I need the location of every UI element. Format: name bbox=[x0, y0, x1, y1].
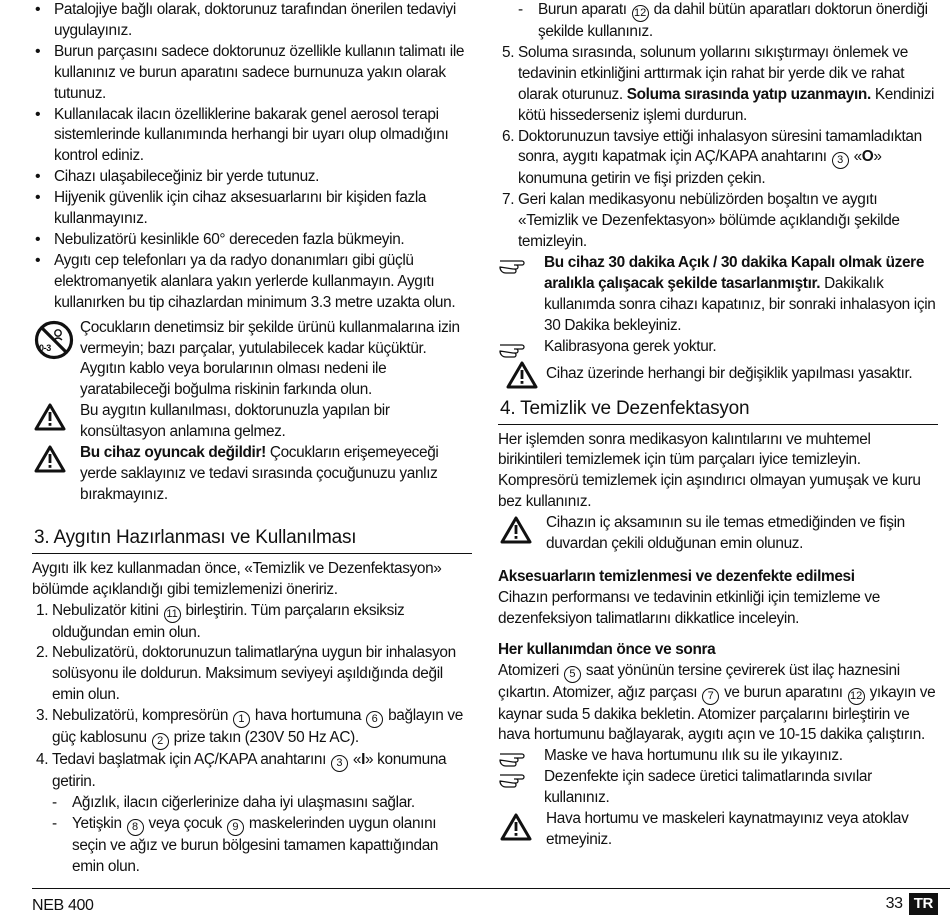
list-item: - Ağızlık, ilacın ciğerlerinize daha iyi ulaşmasını sağlar. bbox=[32, 793, 472, 814]
step-5: 5. Soluma sırasında, solunum yollarını sıkıştırmayı önlemek ve tedavinin etkinliğini arttırmak için rahat bir yerde dik ve rahat olarak oturunuz. Soluma sırasında yatıp uzanmayın. Kendinizi kötü hissederseniz işlemi durdurun. bbox=[502, 43, 935, 124]
warning-triangle-icon bbox=[506, 361, 538, 396]
step-7: 7. Geri kalan medikasyonu nebülizörden boşaltın ve aygıtı «Temizlik ve Dezenfektasyon» bölümde açıklandığı şekilde temizleyin. bbox=[502, 191, 900, 251]
wash-note: Maske ve hava hortumunu ılık su ile yıkayınız. bbox=[498, 746, 938, 767]
section-3-intro: Aygıtı ilk kez kullanmadan önce, «Temizlik ve Dezenfektasyon» bölümde açıklandığı gibi temizlemenizi öneririz. bbox=[32, 559, 442, 598]
list-item: - Yetişkin 8 veya çocuk 9 maskelerinden uygun olanını seçin ve ağız ve burun bölgesini tamamen kapattığından emin olun. bbox=[32, 814, 472, 878]
section-3-title: 3. Aygıtın Hazırlanması ve Kullanılması bbox=[32, 526, 472, 554]
footer-page bbox=[886, 893, 938, 915]
step-4: 4. Tedavi başlatmak için AÇ/KAPA anahtarını 3 «I» konumuna getirin. bbox=[36, 751, 447, 791]
section-4-title: 4. Temizlik ve Dezenfektasyon bbox=[498, 397, 938, 425]
modification-warning: Cihaz üzerinde herhangi bir değişiklik yapılması yasaktır. bbox=[498, 364, 938, 385]
list-item: • Cihazı ulaşabileceğiniz bir yerde tutunuz. bbox=[32, 167, 472, 188]
paragraph: Atomizeri 5 saat yönünün tersine çevirerek üst ilaç haznesini çıkartın. Atomizer, ağız parçası 7 ve burun aparatını 12 yıkayın ve kaynar suda 5 dakika bekletin. Atomizer parçalarını birleştirin ve hava hortumunu bağlayarak, aygıtı açın ve 10-15 dakika çalıştırın. bbox=[498, 661, 936, 744]
safety-bullet-list bbox=[32, 0, 472, 314]
cable-warning-text: Aygıtın kablo veya borularının olması nedeni ile yaratabileceği boğulma riskinin farkında olun. bbox=[80, 360, 387, 399]
toy-warning bbox=[32, 443, 472, 506]
pointing-hand-icon bbox=[498, 768, 532, 795]
step-4-sublist bbox=[32, 793, 472, 878]
pointing-hand-icon bbox=[498, 254, 532, 281]
usage-steps bbox=[32, 601, 472, 794]
calibration-note: Kalibrasyona gerek yoktur. bbox=[498, 337, 938, 358]
svg-text:0-3: 0-3 bbox=[39, 342, 51, 353]
page-number: 33 bbox=[885, 894, 903, 912]
step-4-sublist-continued bbox=[498, 0, 938, 43]
step-3: 3. Nebulizatörü, kompresörün 1 hava hortumuna 6 bağlayın ve güç kablosunu 2 prize takın (230V 50 Hz AC). bbox=[32, 706, 472, 750]
list-item: • Patalojiye bağlı olarak, doktorunuz tarafından önerilen tedaviyi uygulayınız. bbox=[32, 0, 472, 42]
list-item: • Nebulizatörü kesinlikle 60° dereceden fazla bükmeyin. bbox=[32, 230, 472, 251]
toy-warning-text: Bu cihaz oyuncak değildir! Çocukların erişemeyeceği yerde saklayınız ve tedavi sırasında çocuğunuzu yanlız bırakmayınız. bbox=[80, 444, 439, 503]
child-warning bbox=[32, 318, 472, 402]
step-2: 2. Nebulizatörü, doktorunuzun talimatlarýna uygun bir inhalasyon solüsyonu ile doldurun. Maksimum seviyeyi aşıldığında değil emin olun. bbox=[36, 644, 456, 704]
left-column bbox=[32, 0, 472, 878]
paragraph: Cihazın performansı ve tedavinin etkinliği için temizleme ve dezenfeksiyon talimatlarını dikkatlice inceleyin. bbox=[498, 588, 880, 627]
duty-cycle-note: Bu cihaz 30 dakika Açık / 30 dakika Kapalı olmak üzere aralıkla çalışacak şekilde tasarlanmıştır. Dakikalık kullanımda sonra cihazı kapatınız, bir sonraki inhalasyon için 30 Dakika bekleyiniz. bbox=[498, 253, 938, 337]
list-item: - Burun aparatı 12 da dahil bütün aparatları doktorun önerdiği şekilde kullanınız. bbox=[498, 0, 938, 43]
language-badge: TR bbox=[909, 893, 938, 915]
step-1: 1. Nebulizatör kitini 11 birleştirin. Tüm parçaların eksiksiz olduğundan emin olun. bbox=[36, 601, 405, 641]
child-warning-text: Çocukların denetimsiz bir şekilde ürünü kullanmalarına izin vermeyin; bazı parçalar, yutulabilecek kadar küçüktür. bbox=[80, 318, 460, 357]
subheading-accessories: Aksesuarların temizlenmesi ve dezenfekte edilmesi bbox=[498, 567, 855, 585]
water-warning: Cihazın iç aksamının su ile temas etmediğinden ve fişin duvardan çekili olduğunan emin olunuz. bbox=[498, 513, 938, 555]
footer-divider bbox=[32, 888, 950, 889]
list-item: • Burun parçasını sadece doktorunuz özellikle kullanın talimatı ile kullanınız ve burun aparatını sadece burnunuza yakın olarak tutunuz. bbox=[32, 42, 472, 105]
warning-triangle-icon bbox=[500, 516, 532, 551]
right-column bbox=[498, 0, 938, 851]
consult-warning bbox=[32, 401, 472, 443]
step-6: 6. Doktorunuzun tavsiye ettiği inhalasyon süresini tamamladıktan sonra, aygıtı kapatmak için AÇ/KAPA anahtarını 3 «O» konumuna getirin ve fişi prizden çekin. bbox=[502, 127, 922, 188]
paragraph: Her işlemden sonra medikasyon kalıntılarını ve muhtemel birikintileri temizlemek için tüm parçaları iyice temizleyin. bbox=[498, 430, 871, 469]
list-item: • Aygıtı cep telefonları ya da radyo donanımları gibi güçlü elektromanyetik alanlara yakın yerlerde kullanmayın. Aygıtı kullanırken bu tip cihazlardan minimum 3.3 metre uzakta olun. bbox=[32, 251, 472, 314]
list-item: • Hijyenik güvenlik için cihaz aksesuarlarını bir kişiden fazla kullanmayınız. bbox=[32, 188, 472, 230]
usage-steps-continued bbox=[498, 43, 938, 253]
warning-triangle-icon bbox=[500, 813, 532, 848]
boil-warning: Hava hortumu ve maskeleri kaynatmayınız veya atoklav etmeyiniz. bbox=[498, 809, 938, 851]
disinfect-note: Dezenfekte için sadece üretici talimatlarında sıvılar kullanınız. bbox=[498, 767, 938, 809]
no-small-children-icon bbox=[34, 320, 74, 367]
warning-triangle-icon bbox=[34, 445, 66, 480]
list-item: • Kullanılacak ilacın özelliklerine bakarak genel aerosol terapi sistemlerinde kullanımında herhangi bir uyarı olup olmadığını kontrol ediniz. bbox=[32, 105, 472, 168]
paragraph: Kompresörü temizlemek için aşındırıcı olmayan yumuşak ve kuru bez kullanınız. bbox=[498, 472, 921, 511]
warning-triangle-icon bbox=[34, 403, 66, 438]
subheading-before-after: Her kullanımdan önce ve sonra bbox=[498, 640, 716, 658]
footer-model: NEB 400 bbox=[32, 897, 94, 914]
consult-warning-text: Bu aygıtın kullanılması, doktorunuzla yapılan bir konsültasyon anlamına gelmez. bbox=[80, 402, 390, 441]
